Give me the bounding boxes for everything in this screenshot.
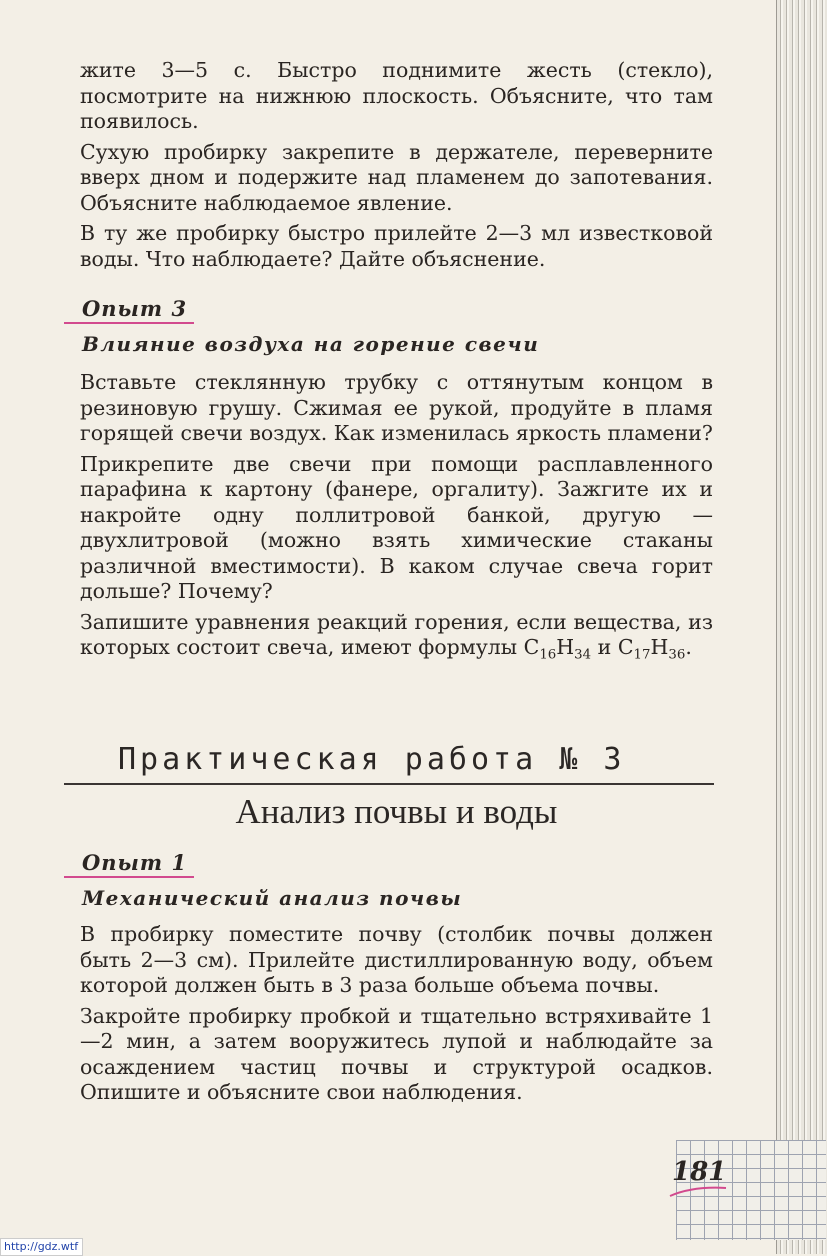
heading-rule <box>64 783 714 785</box>
page-number-swoosh <box>668 1184 728 1198</box>
page-number: 181 <box>672 1157 727 1187</box>
experiment1-label: Опыт 1 <box>82 850 188 875</box>
experiment3-label: Опыт 3 <box>82 296 188 321</box>
experiment1-text <box>80 922 713 1106</box>
intro-paragraph-3: В ту же пробирку быстро прилейте 2—3 мл известковой воды. Что наблюдаете? Дайте объяснение. <box>80 221 713 271</box>
intro-paragraph-2: Сухую пробирку закрепите в держателе, переверните вверх дном и подержите над пламенем до запотевания. Объясните наблюдаемое явление. <box>80 139 713 215</box>
page-edge-binding <box>776 0 827 1254</box>
experiment1-title: Механический анализ почвы <box>82 886 463 910</box>
experiment3-paragraph-2: Прикрепите две свечи при помощи расплавленного парафина к картону (фанере, оргалиту). Зажгите их и накройте одну поллитровой банкой, другую — двухлитровой (можно взять химические стаканы различной вместимости). В каком случае свеча горит дольше? Почему? <box>80 451 713 603</box>
intro-paragraph-1: жите 3—5 с. Быстро поднимите жесть (стекло), посмотрите на нижнюю плоскость. Объясните, что там появилось. <box>80 58 713 133</box>
watermark-link[interactable]: http://gdz.wtf <box>0 1238 83 1256</box>
practical-work-heading: Практическая работа № 3 <box>118 742 626 777</box>
experiment3-title: Влияние воздуха на горение свечи <box>82 332 540 356</box>
experiment3-text <box>80 370 713 661</box>
experiment1-paragraph-1: В пробирку поместите почву (столбик почвы должен быть 2—3 см). Прилейте дистиллированную воду, объем которой должен быть в 3 раза больше объема почвы. <box>80 922 713 997</box>
experiment3-paragraph-1: Вставьте стеклянную трубку с оттянутым концом в резиновую грушу. Сжимая ее рукой, продуйте в пламя горящей свечи воздух. Как изменилась яркость пламени? <box>80 370 713 445</box>
experiment3-underline <box>64 322 194 324</box>
experiment1-paragraph-2: Закройте пробирку пробкой и тщательно встряхивайте 1—2 мин, а затем вооружитесь лупой и наблюдайте за осаждением частиц почвы и структурой осадков. Опишите и объясните свои наблюдения. <box>80 1003 713 1104</box>
experiment1-underline <box>64 876 194 878</box>
practical-work-title: Анализ почвы и воды <box>235 792 558 831</box>
intro-text <box>80 58 713 272</box>
experiment3-paragraph-3: Запишите уравнения реакций горения, если вещества, из которых состоит свеча, имеют формулы $C_{16}H_{34}$ и $C_{17}H_{36}$. <box>80 609 713 663</box>
